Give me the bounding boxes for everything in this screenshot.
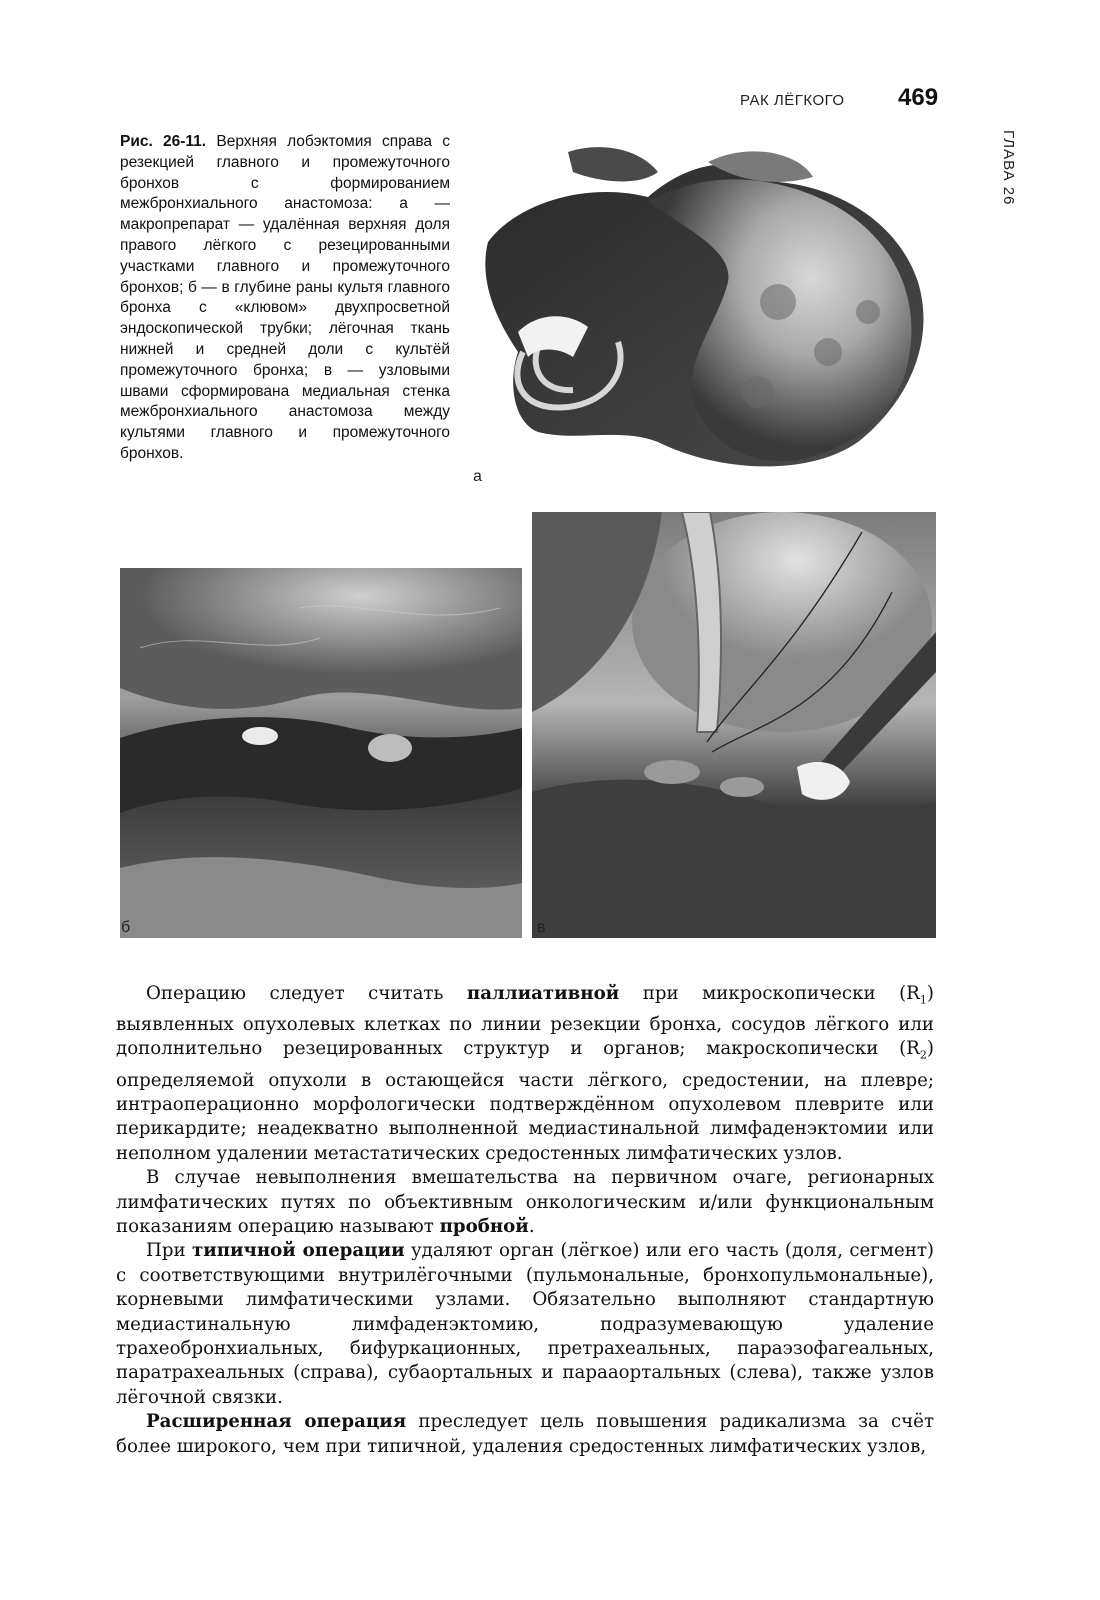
subscript-index: 2 (919, 1049, 927, 1063)
paragraph-text: . (528, 1215, 535, 1237)
figure-caption-text: Верхняя лобэктомия справа с резекцией главного и промежуточного бронхов с формированием межбронхиального анастомоза: а — макропрепарат — удалённая верхняя доля правого лёгкого с резецированными участками главного и промежуточного бронхов; б — в глубине раны культя главного бронха с «клювом» двухпросветной эндоскопической трубки; лёгочная ткань нижней и средней доли с культёй промежуточного бронха; в — узловыми швами сформирована медиальная стенка межбронхиального анастомоза между культями главного и промежуточного бронхов. (120, 133, 451, 462)
paragraph-palliative (116, 982, 934, 1166)
figure-photo-specimen (478, 142, 940, 480)
term-palliative: паллиативной (466, 983, 620, 1004)
paragraph-text: Операцию следует считать (146, 983, 467, 1004)
term-trial: пробной (439, 1215, 529, 1237)
panel-label-a: а (473, 468, 482, 485)
figure-photo-wound (120, 568, 522, 938)
paragraph-text: ) выявленных опухолевых клетках по линии резекции бронха, сосудов лёгкого или дополнительно резецированных структур и органов; макроскопически (R (116, 983, 934, 1060)
paragraph-text: ) определяемой опухоли в остающейся части лёгкого, средостении, на плевре; интраоперационно морфологически подтверждённом опухолевом плеврите или перикардите; неадекватно выполненной медиастинальной лимфаденэктомии или неполном удалении метастатических средостенных лимфатических узлов. (116, 1038, 934, 1164)
figure-caption (120, 132, 450, 465)
paragraph-typical (116, 1239, 934, 1410)
page-number: 469 (898, 84, 939, 111)
term-extended-operation: Расширенная операция (146, 1411, 407, 1433)
panel-label-b: б (121, 919, 131, 936)
figure-label: Рис. 26-11. (120, 133, 207, 150)
paragraph-extended (116, 1410, 934, 1459)
paragraph-text: В случае невыполнения вмешательства на первичном очаге, регионарных лимфатических путях по объективным онкологическим и/или функциональным показаниям операцию называют (116, 1167, 934, 1237)
panel-label-c: в (537, 919, 546, 936)
paragraph-text: при микроскопически (R (619, 983, 920, 1004)
paragraph-text: преследует цель повышения радикализма за счёт более широкого, чем при типичной, удаления средостенных лимфатических узлов, (116, 1411, 935, 1457)
paragraph-text: При (146, 1240, 192, 1262)
figure-photo-anastomosis (532, 512, 936, 938)
running-title: РАК ЛЁГКОГО (740, 92, 845, 109)
term-typical-operation: типичной операции (191, 1240, 405, 1262)
body-text (116, 982, 934, 1459)
paragraph-trial (116, 1166, 934, 1239)
paragraph-text: удаляют орган (лёгкое) или его часть (доля, сегмент) с соответствующими внутрилёгочными (пульмональные, бронхопульмональные), корневыми лимфатическими узлами. Обязательно выполняют стандартную медиастинальную лимфаденэктомию, подразумевающую удаление трахеобронхиальных, бифуркационных, претрахеальных, параэзофагеальных, паратрахеальных (справа), субаортальных и парааортальных (слева), также узлов лёгочной связки. (116, 1240, 934, 1408)
chapter-tab: ГЛАВА 26 (1000, 130, 1017, 206)
subscript-index: 1 (919, 993, 927, 1007)
